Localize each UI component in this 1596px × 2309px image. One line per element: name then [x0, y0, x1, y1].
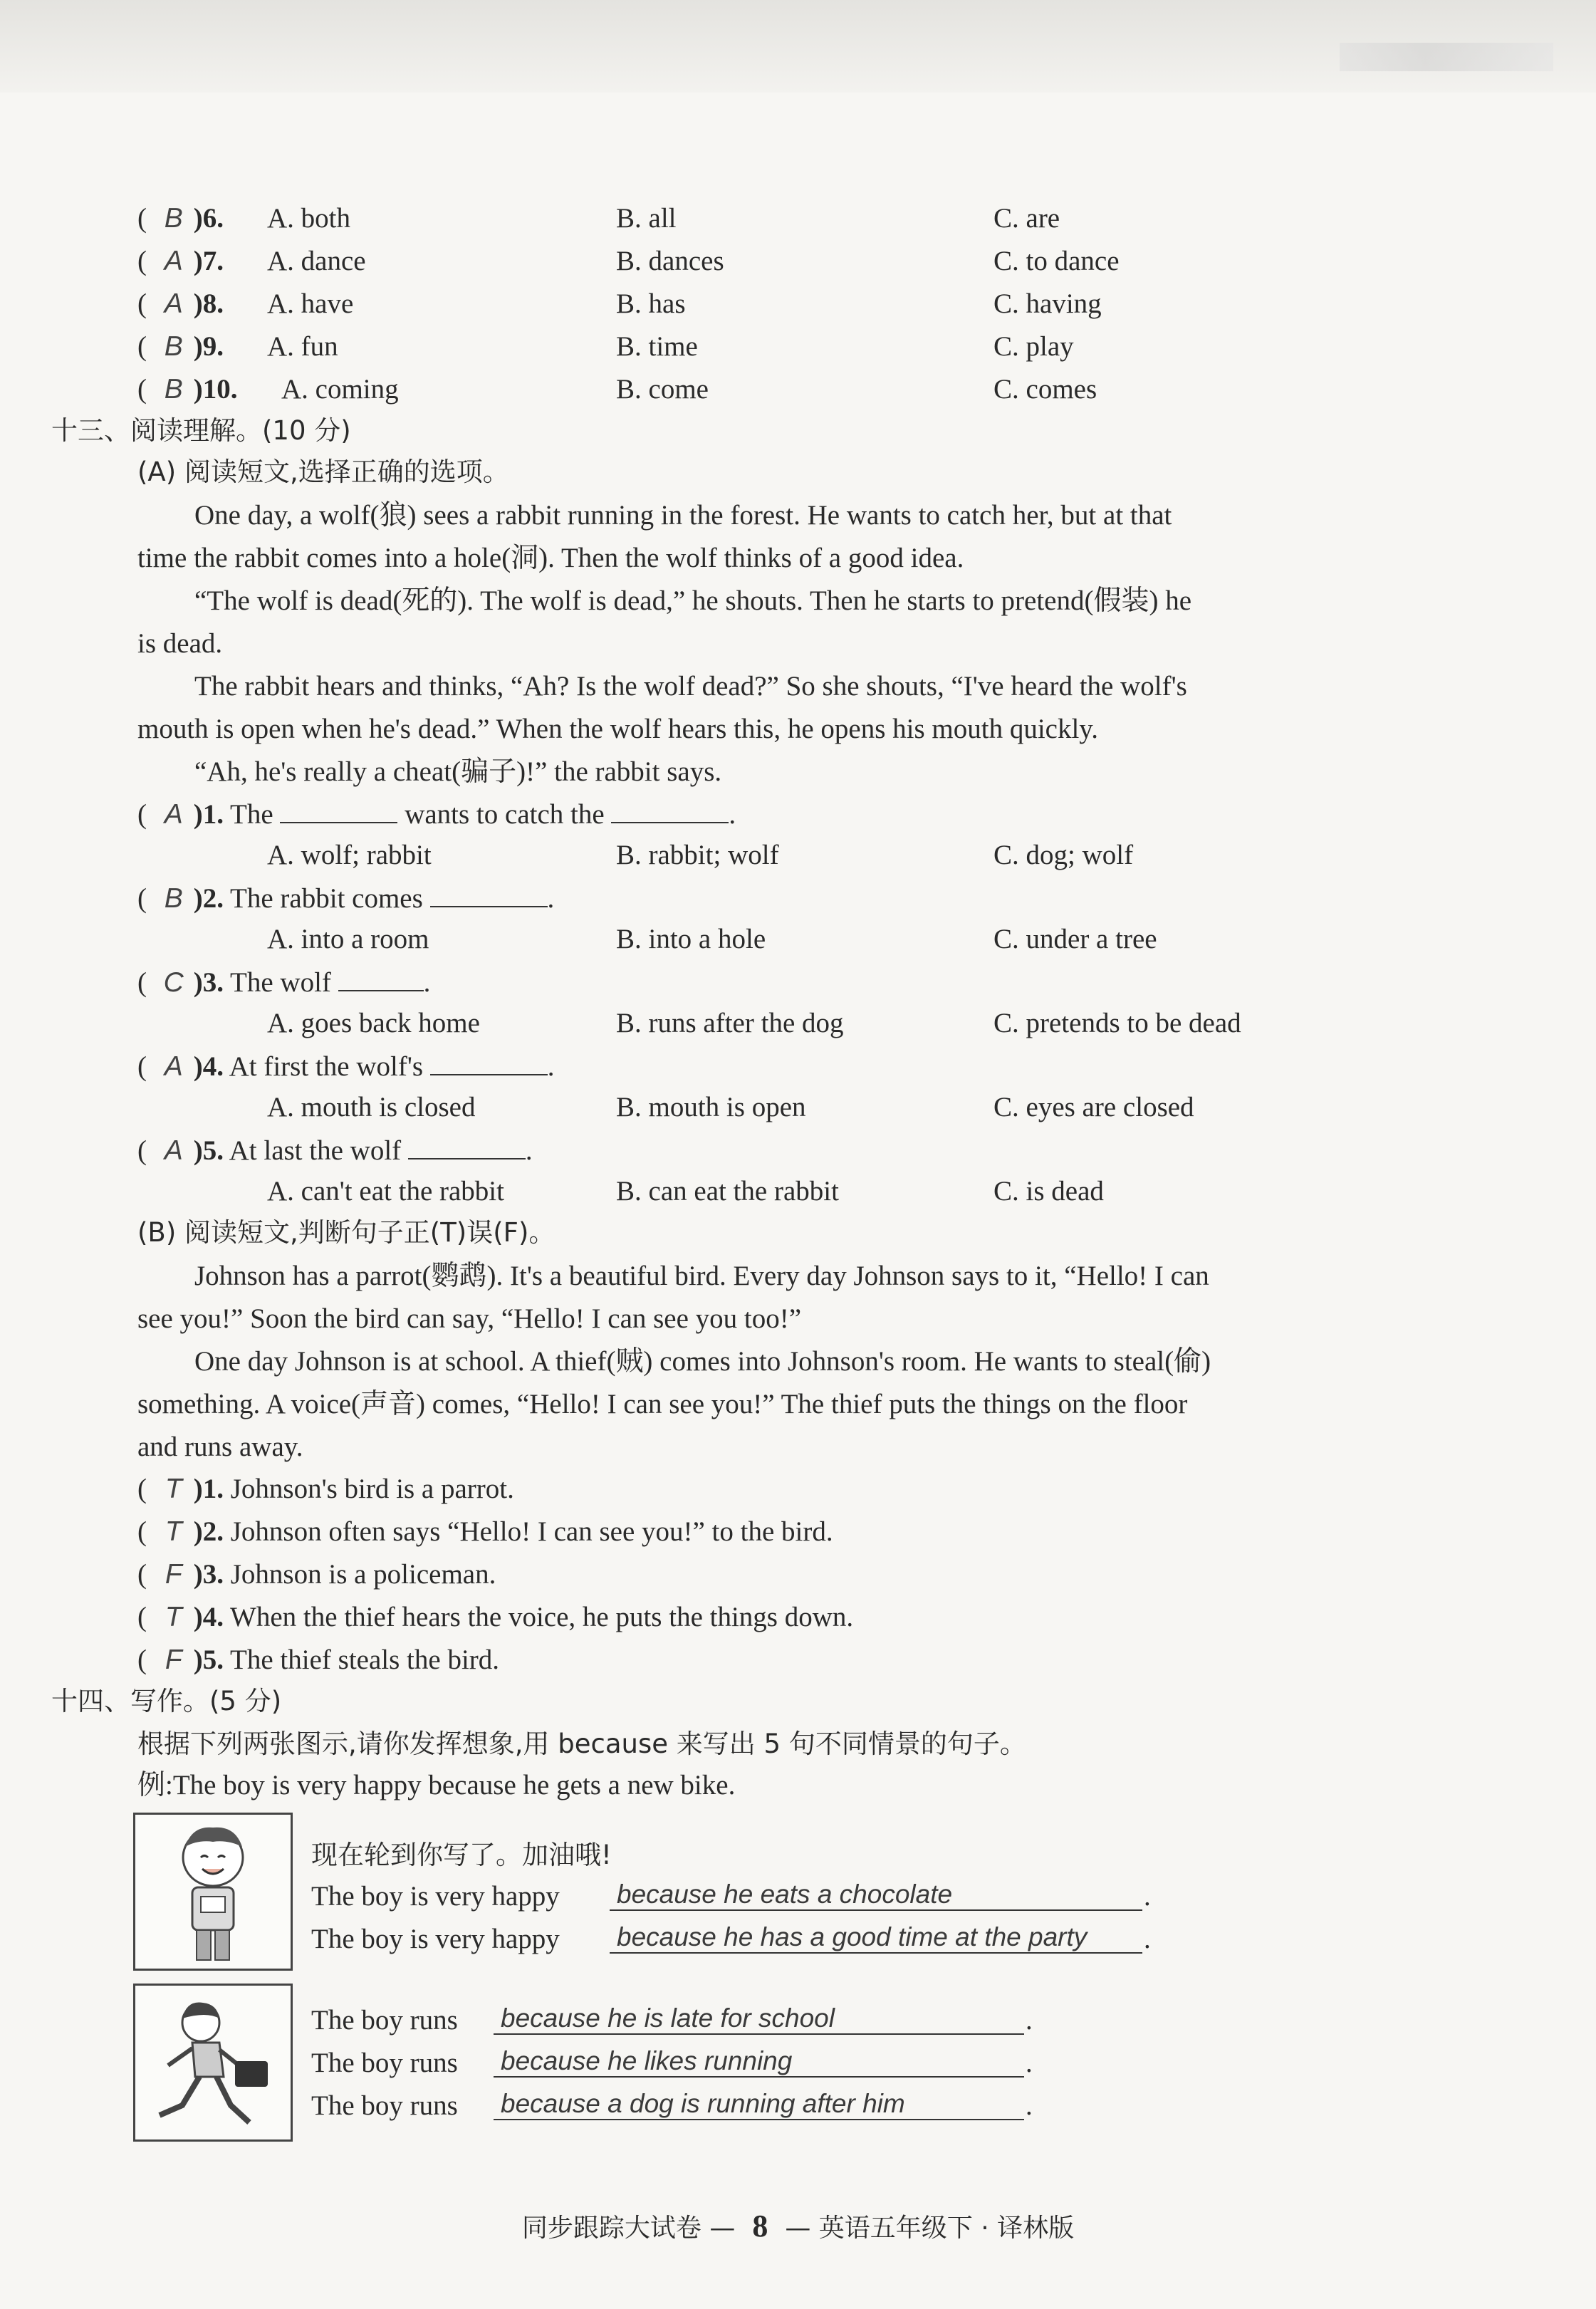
part-b-instruction: (B) 阅读短文,判断句子正(T)误(F)。	[137, 1217, 556, 1248]
tf-item: ( F )3. Johnson is a policeman.	[137, 1559, 496, 1590]
page-footer: 同步跟踪大试卷 — 8 — 英语五年级下 · 译林版	[521, 2209, 1075, 2243]
answer-blank[interactable]	[611, 793, 729, 823]
running-boy-illustration	[135, 1986, 291, 2139]
answer-blank[interactable]	[408, 1130, 526, 1159]
answer-blank[interactable]	[338, 961, 424, 991]
answer-blank[interactable]	[280, 793, 397, 823]
tf-item: ( F )5. The thief steals the bird.	[137, 1645, 500, 1675]
cloze-row: ( B )10.	[137, 374, 238, 405]
passage-a: One day, a wolf(狼) sees a rabbit running in the forest. He wants to catch her, but at that time the rabbit comes into a hole(洞). Then the wolf thinks of a good idea. “The wolf is dead(死的). The wolf is dead,” he shouts. Then he starts to pretend(假装) he is dead. The rabbit hears and thinks, “Ah? Is the wolf dead?” So she shouts, “I've heard the wolf's mouth is open when he's dead.” When the wolf hears this, he opens his mouth quickly. “Ah, he's really a cheat(骗子)!” the rabbit says.	[137, 500, 1192, 787]
cloze-row: ( B )9.	[137, 331, 224, 362]
answer-blank[interactable]	[430, 1046, 548, 1075]
happy-boy-picture	[133, 1813, 293, 1971]
tf-item: ( T )1. Johnson's bird is a parrot.	[137, 1474, 514, 1504]
cloze-row: ( A )8.	[137, 288, 224, 319]
cloze-row: ( A )7.	[137, 246, 224, 276]
question-3: ( C )3. The wolf .	[137, 961, 430, 1002]
question-4: ( A )4. At first the wolf's .	[137, 1046, 555, 1086]
question-5: ( A )5. At last the wolf .	[137, 1130, 533, 1170]
answer-line-runs-1[interactable]: because he is late for school	[494, 2001, 1024, 2035]
passage-b: Johnson has a parrot(鹦鹉). It's a beautiful bird. Every day Johnson says to it, “Hello! I can see you!” Soon the bird can say, “Hello! I can see you too!” One day Johnson is at school. A thief(贼) comes into Johnson's room. He wants to steal(偷) something. A voice(声音) comes, “Hello! I can see you!” The thief puts the things on the floor and runs away.	[137, 1261, 1211, 1462]
scan-artifact	[1340, 43, 1553, 71]
happy-boy-illustration	[135, 1815, 291, 1969]
section-13-title: 十三、阅读理解。(10 分)	[51, 415, 351, 446]
tf-item: ( T )4. When the thief hears the voice, he puts the things down.	[137, 1602, 854, 1632]
question-1: ( A )1. The wants to catch the .	[137, 793, 736, 834]
answer-line-runs-3[interactable]: because a dog is running after him	[494, 2086, 1024, 2120]
writing-example: 例:The boy is very happy because he gets a new bike.	[137, 1770, 736, 1800]
part-a-instruction: (A) 阅读短文,选择正确的选项。	[137, 457, 509, 487]
answer-line-happy-1[interactable]: because he eats a chocolate	[610, 1877, 1142, 1911]
writing-prompt: 现在轮到你写了。加油哦!	[311, 1840, 612, 1870]
answer-blank[interactable]	[430, 877, 548, 907]
writing-instruction: 根据下列两张图示,请你发挥想象,用 because 来写出 5 句不同情景的句子。	[137, 1729, 1026, 1759]
question-2: ( B )2. The rabbit comes .	[137, 877, 554, 918]
answer-line-runs-2[interactable]: because he likes running	[494, 2043, 1024, 2078]
cloze-row: ( B )6.	[137, 203, 224, 234]
answer-line-happy-2[interactable]: because he has a good time at the party	[610, 1919, 1142, 1954]
page-number: 8	[752, 2209, 768, 2243]
section-14-title: 十四、写作。(5 分)	[51, 1686, 282, 1716]
tf-item: ( T )2. Johnson often says “Hello! I can see you!” to the bird.	[137, 1516, 833, 1547]
running-boy-picture	[133, 1984, 293, 2142]
